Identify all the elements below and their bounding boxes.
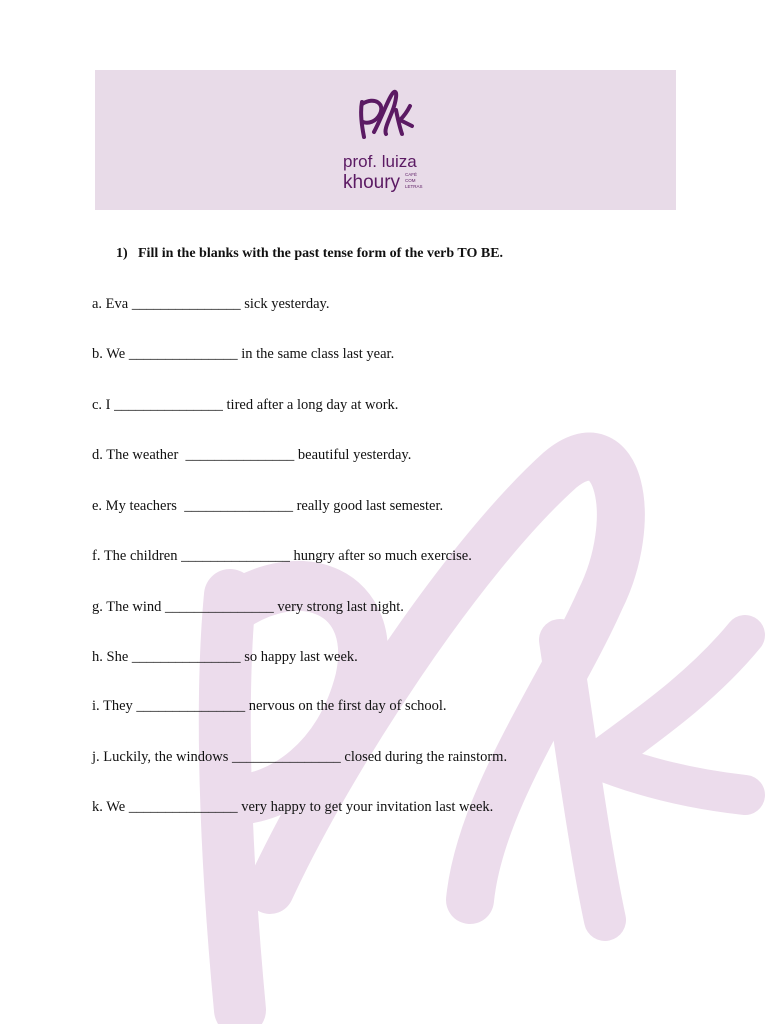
exercise-item-b: b. We _______________ in the same class last year. xyxy=(92,346,395,362)
svg-text:COM: COM xyxy=(405,178,416,183)
instruction-text: Fill in the blanks with the past tense form of the verb TO BE. xyxy=(138,246,504,261)
exercise-item-a: a. Eva _______________ sick yesterday. xyxy=(92,296,330,312)
svg-text:LETRAS: LETRAS xyxy=(405,184,423,189)
exercise-item-k: k. We _______________ very happy to get your invitation last week. xyxy=(92,799,494,815)
exercise-instruction xyxy=(116,246,503,262)
exercise-item-c: c. I _______________ tired after a long day at work. xyxy=(92,397,399,413)
logo-plk-icon xyxy=(330,82,440,200)
exercise-item-i: i. They _______________ nervous on the first day of school. xyxy=(92,698,447,714)
exercise-number: 1) xyxy=(116,246,128,261)
exercise-item-g: g. The wind _______________ very strong last night. xyxy=(92,599,404,615)
svg-text:prof. luiza: prof. luiza xyxy=(343,152,417,171)
exercise-item-f: f. The children _______________ hungry after so much exercise. xyxy=(92,548,472,564)
exercise-item-j: j. Luckily, the windows _______________ closed during the rainstorm. xyxy=(92,749,508,765)
svg-text:khoury: khoury xyxy=(343,172,401,193)
exercise-item-h: h. She _______________ so happy last week. xyxy=(92,649,358,665)
svg-text:CAFÉ: CAFÉ xyxy=(405,172,418,177)
exercise-item-d: d. The weather _______________ beautiful yesterday. xyxy=(92,447,412,463)
exercise-item-e: e. My teachers _______________ really good last semester. xyxy=(92,498,444,514)
